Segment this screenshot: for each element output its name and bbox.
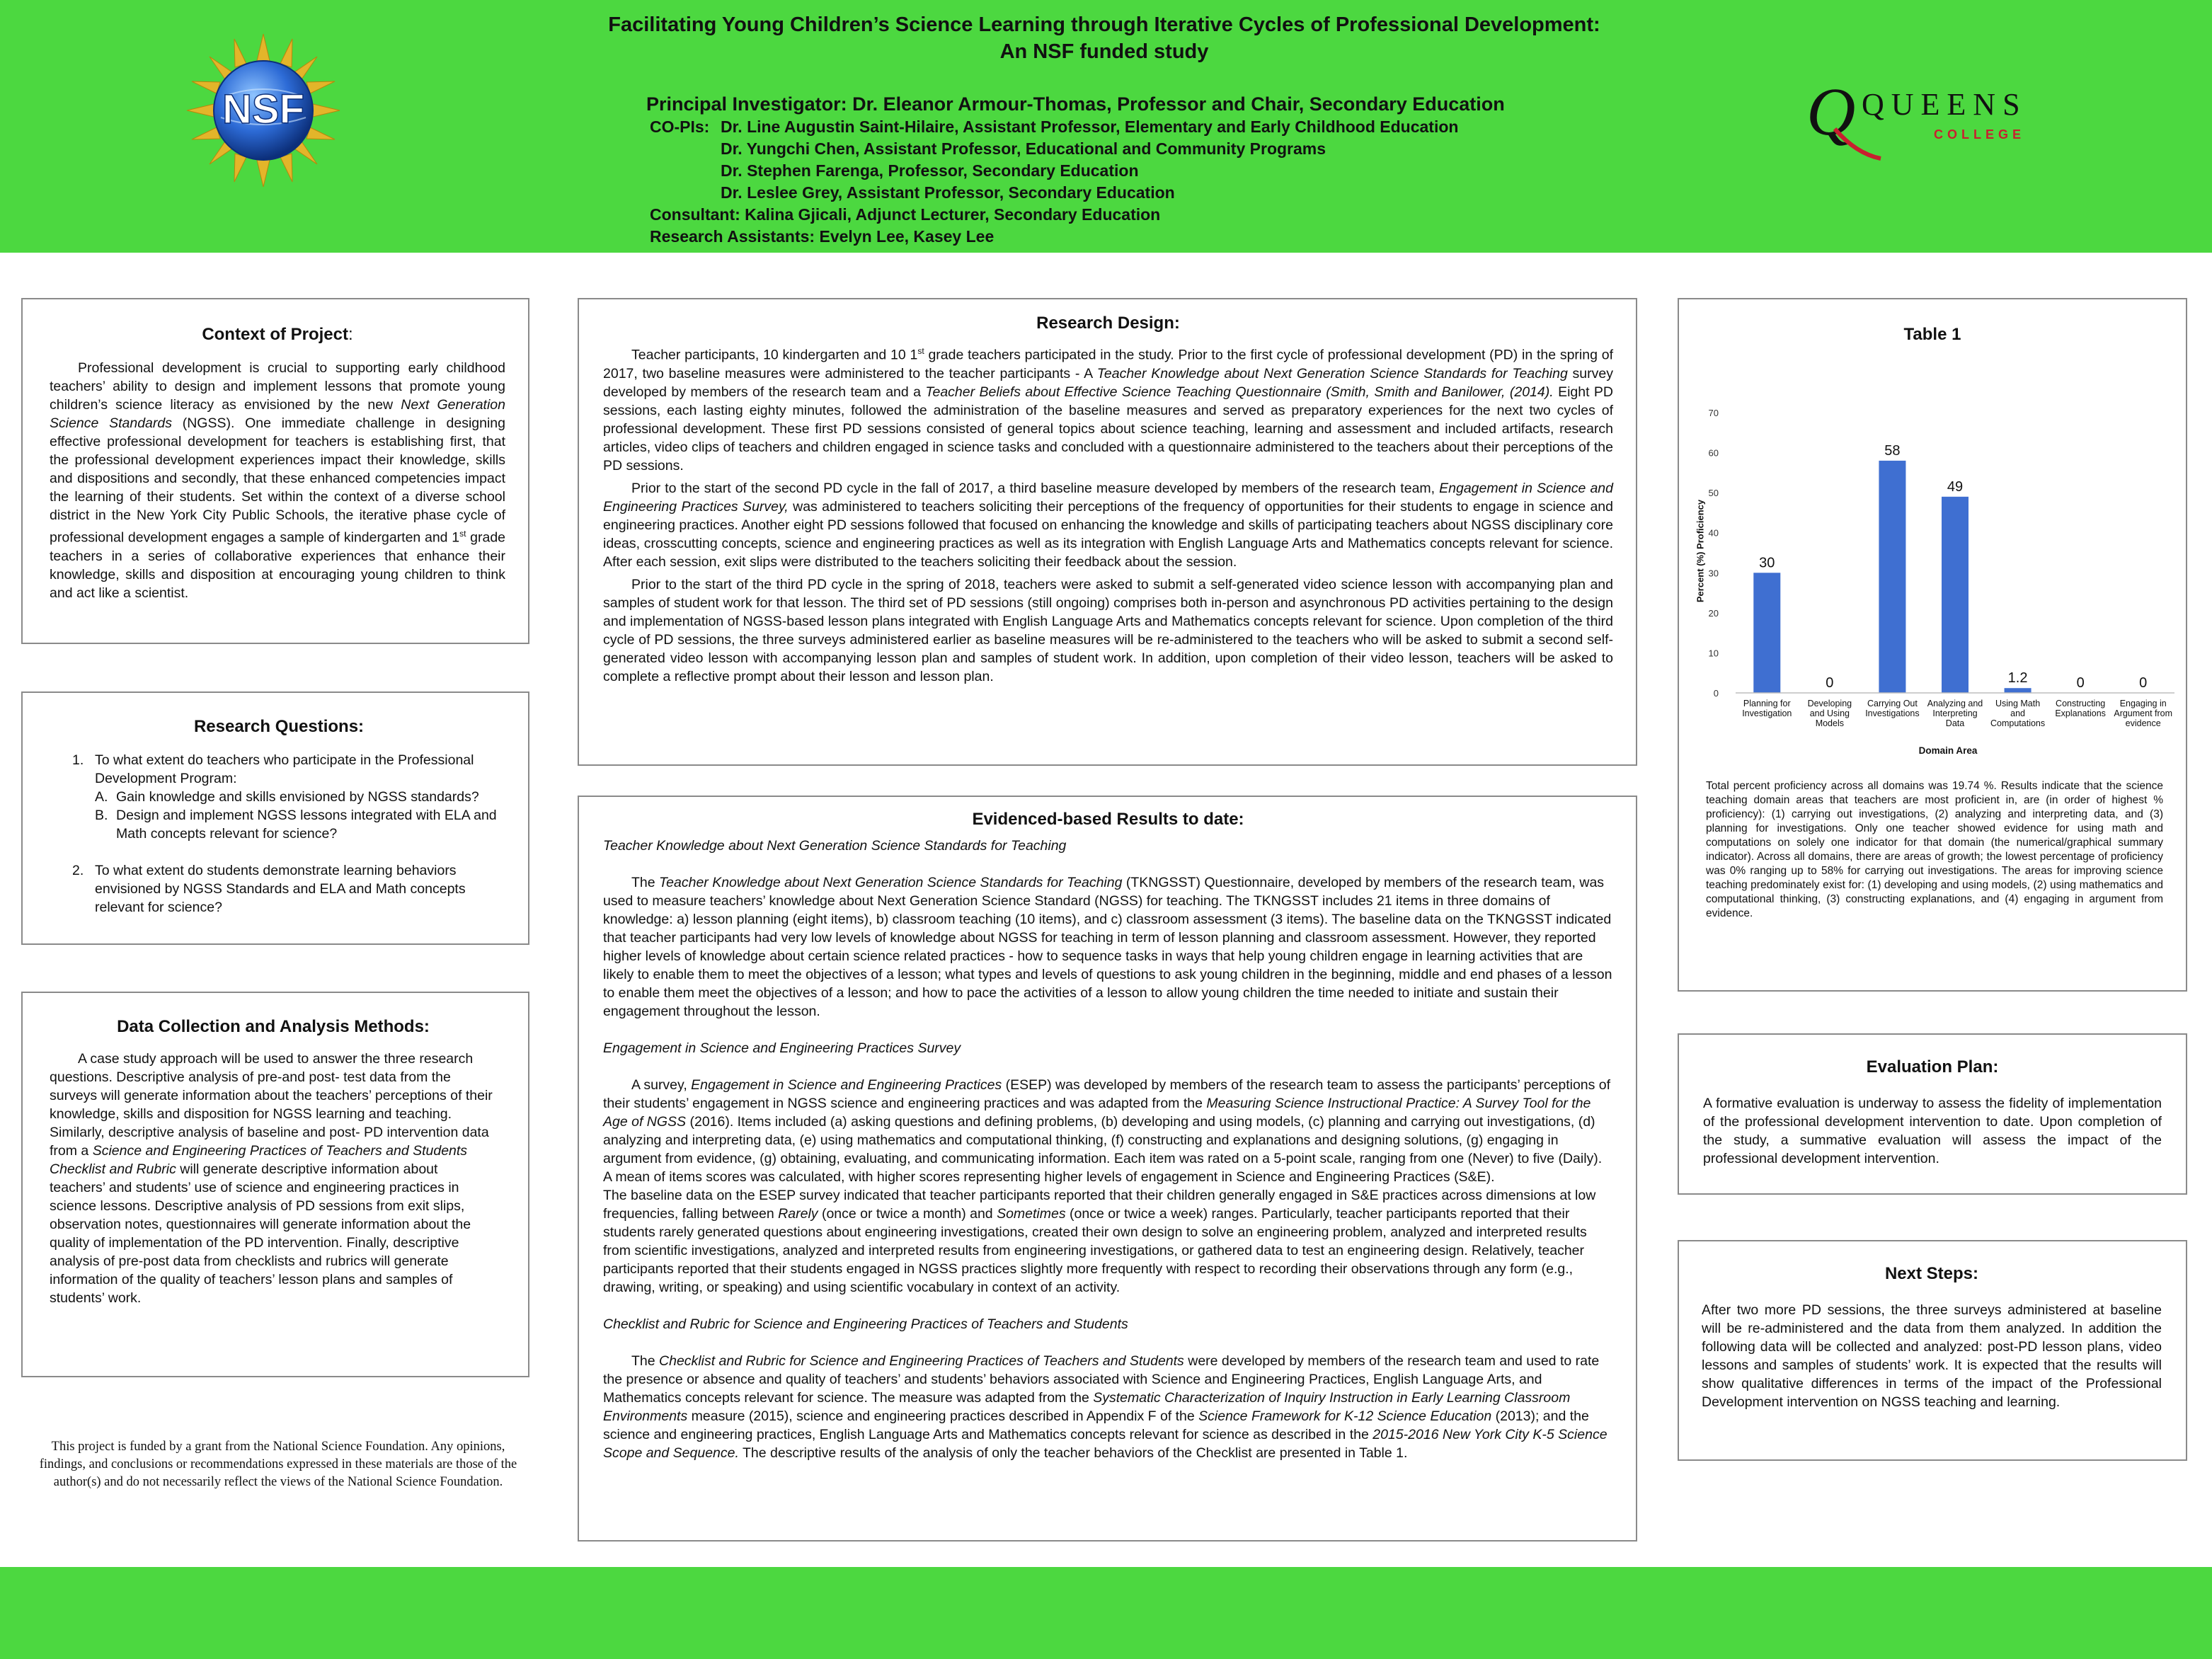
methods-text: A case study approach will be used to answer the three research questions. Descriptive analysis of pre-and post- test data from the surveys will generate information about the teachers’ perceptions of their knowledge, skills and disposition for NGSS learning and teaching. Similarly, descriptive analysis of baseline and post- PD intervention data from a Science and Engineering Practices of Teachers and Students Checklist and Rubric will generate descriptive information about teachers’ and students’ use of science and engineering practices in science lessons. Descriptive analysis of PD sessions from exit slips, observation notes, questionnaires will generate information about the quality of implementation of the PD intervention. Finally, descriptive analysis of pre-post data from checklists and rubrics will generate information of the quality of teachers’ lesson plans and samples of students’ work.	[50, 1051, 493, 1306]
context-heading: Context of Project:	[202, 325, 353, 344]
principal-investigator: Principal Investigator: Dr. Eleanor Armour-Thomas, Professor and Chair, Secondary Education	[646, 93, 1505, 115]
results-paragraph: The Checklist and Rubric for Science and Engineering Practices of Teachers and Students were developed by members of the research team and used to rate the presence or absence and quality of teachers’ and students’ behaviors associated with Science and Engineering Practices, English Language Arts, and Mathematics concepts relevant for science. The measure was adapted from the Systematic Characterization of Inquiry Instruction in Early Learning Classroom Environments measure (2015), science and engineering practices described in Appendix F of the Science Framework for K-12 Science Education (2013); and the science and engineering practices, English Language Arts and Mathematics concepts relevant for science as described in the 2015-2016 New York City K-5 Science Scope and Sequence. The descriptive results of the analysis of only the teacher behaviors of the Checklist are presented in Table 1.	[603, 1353, 1608, 1461]
y-tick-label: 40	[1708, 527, 1719, 539]
svg-text:QUEENS: QUEENS	[1862, 87, 2027, 122]
team-list	[650, 116, 1458, 248]
results-subheading: Teacher Knowledge about Next Generation Science Standards for Teaching	[603, 838, 1067, 854]
table1-heading: Table 1	[1903, 325, 1961, 344]
category-label: Engaging in Argument from evidence	[2114, 699, 2173, 728]
copi-row	[650, 182, 1458, 204]
queens-college-logo	[1806, 79, 2061, 171]
y-tick-label: 70	[1708, 408, 1719, 418]
category-label: Carrying Out Investigations	[1865, 699, 1920, 718]
category-label: Analyzing and Interpreting Data	[1927, 699, 1983, 728]
evaluation-heading: Evaluation Plan:	[1866, 1057, 1999, 1077]
bar	[1942, 497, 1969, 693]
results-panel	[578, 796, 1637, 1542]
table1-summary: Total percent proficiency across all domains was 19.74 %. Results indicate that the science teaching domain areas that teachers are most proficient in, are (in order of highest % proficiency): (1) carrying out investigations, (2) analyzing and interpreting data, and (3) planning for investigations. Only one teacher showed evidence for using math and computations on solely one indicator for that domain (the numerical/graphical summary indicator). Across all domains, there are areas of growth; the lowest percentage of proficiency was 0% ranging up to 58% for carrying out investigations. The areas for improving science teaching predominately exist for: (1) developing and using models, (2) using mathematics and computational thinking, (3) constructing explanations, and (4) engaging in argument from evidence.	[1706, 780, 2163, 919]
table1-panel	[1678, 298, 2187, 992]
title-line-1: Facilitating Young Children’s Science Learning through Iterative Cycles of Professional Development:	[608, 13, 1600, 36]
y-tick-label: 10	[1708, 648, 1719, 659]
footer-band	[0, 1567, 2212, 1659]
research-design-panel	[578, 298, 1637, 766]
consultant: Consultant: Kalina Gjicali, Adjunct Lecturer, Secondary Education	[650, 205, 1161, 224]
next-steps-text: After two more PD sessions, the three surveys administered at baseline will be re-administered and the data from them analyzed. In addition the following data will be collected and analyzed: post-PD lesson plans, video lessons and samples of students’ work. It is expected that the results will show qualitative differences in terms of the impact of the Professional Development intervention on NGSS teaching and learning.	[1702, 1302, 2162, 1410]
bar-value-label: 58	[1884, 442, 1901, 459]
research-questions-panel	[21, 691, 529, 945]
bar	[1879, 461, 1906, 693]
copi-item: Dr. Leslee Grey, Assistant Professor, Secondary Education	[721, 183, 1175, 202]
proficiency-chart	[1679, 370, 2186, 1050]
bar	[1753, 573, 1780, 693]
copi-item: Dr. Yungchi Chen, Assistant Professor, Educational and Community Programs	[721, 139, 1326, 158]
bar-value-label: 0	[2076, 675, 2085, 691]
next-steps-panel	[1678, 1240, 2187, 1461]
y-tick-label: 0	[1713, 688, 1719, 699]
results-paragraph: The baseline data on the ESEP survey indicated that teacher participants reported that their children generally engaged in S&E practices across dimensions at low frequencies, falling between Rarely (once or twice a month) and Sometimes (once or twice a week) ranges. Particularly, teacher participants reported that their students rarely generated questions about engineering investigations, created their own design to solve an engineering problem, analyzed and interpreted results from scientific investigations, analyzed and interpreted results from engineering investigations, or gathered data to test an engineering design. Relatively, teacher participants reported that their students engaged in NGSS practices slightly more frequently with respect to recording their observations through any form (e.g., drawing, writing, or speaking) and using scientific vocabulary in context of an activity.	[603, 1188, 1596, 1295]
results-heading: Evidenced-based Results to date:	[972, 810, 1244, 829]
methods-heading: Data Collection and Analysis Methods:	[117, 1017, 430, 1036]
design-paragraph: Prior to the start of the third PD cycle in the spring of 2018, teachers were asked to submit a self-generated video science lesson with accompanying plan and samples of student work for that lesson. The third set of PD sessions (still ongoing) comprises both in-person and asynchronous PD activities pertaining to the design and implementation of NGSS-based lesson plans integrated with English Language Arts and Mathematics concepts relevant for science. Upon completion of the third cycle of PD sessions, the three surveys administered earlier as baseline measures will be re-administered to the teachers who will be asked to submit a second self-generated video lesson with accompanying lesson plan and samples of student work. In addition, upon completion of their video lesson, teachers will be asked to complete a reflective prompt about their lesson and lesson plan.	[603, 576, 1613, 684]
copi-row	[650, 138, 1458, 160]
evaluation-panel	[1678, 1033, 2187, 1195]
bar-value-label: 30	[1759, 555, 1775, 571]
copi-row	[650, 160, 1458, 182]
nsf-logo	[185, 33, 341, 188]
question-1a: A. Gain knowledge and skills envisioned by NGSS standards?	[95, 789, 479, 805]
design-paragraph: Prior to the start of the second PD cycle in the fall of 2017, a third baseline measure developed by members of the research team, Engagement in Science and Engineering Practices Survey, was administered to teachers soliciting their perceptions of the frequency of opportunities for their students to engage in science and engineering practices. Another eight PD sessions followed that focused on enhancing the knowledge and skills of participating teachers about NGSS disciplinary core ideas, crosscutting concepts, science and engineering practices as well as its integration with English Language Arts and Mathematics concepts relevant for science. After each session, exit slips were distributed to the teachers soliciting their feedback about the session.	[603, 480, 1613, 570]
poster-title	[425, 11, 1784, 65]
design-paragraph: Teacher participants, 10 kindergarten and 10 1st grade teachers participated in the study. Prior to the first cycle of professional development (PD) in the spring of 2017, two baseline measures were administered to the teacher participants - A Teacher Knowledge about Next Generation Science Standards for Teaching survey developed by members of the research team and a Teacher Beliefs about Effective Science Teaching Questionnaire (Smith, Smith and Banilower, (2014). Eight PD sessions, each lasting eighty minutes, followed the administration of the baseline measures and served as preparatory experiences for the next two cycles of professional development. These first PD sessions consisted of general topics about science teaching, learning and assessment and included artifacts, research articles, video clips of teachers and children engaged in science tasks and concluded with a questionnaire administered to the teachers about their perceptions of the PD sessions.	[603, 346, 1613, 473]
category-label: Constructing Explanations	[2055, 699, 2106, 718]
x-axis-label: Domain Area	[1918, 745, 1978, 756]
question-2: 2. To what extent do students demonstrate learning behaviors envisioned by NGSS Standards and ELA and Math concepts relevant for science?	[72, 863, 466, 915]
research-design-heading: Research Design:	[1036, 314, 1180, 333]
next-steps-heading: Next Steps:	[1884, 1264, 1979, 1283]
context-panel	[21, 298, 529, 644]
title-line-2: An NSF funded study	[999, 40, 1209, 63]
evaluation-text: A formative evaluation is underway to assess the fidelity of implementation of the professional development intervention to date. Upon completion of the study, a summative evaluation will assess the impact of the professional development intervention.	[1703, 1096, 2162, 1166]
context-text: Professional development is crucial to supporting early childhood teachers’ ability to design and implement lessons that promote young children’s science literacy as envisioned by the new Next Generation Science Standards (NGSS). One immediate challenge in designing effective professional development for teachers is establishing first, that the professional development experiences impact their knowledge, skills and dispositions and secondly, that these enhanced competencies impact the learning of their students. Set within the context of a diverse school district in the New York City Public Schools, the iterative phase cycle of professional development engages a sample of kindergarten and 1st grade teachers in a series of collaborative experiences that enhance their knowledge, skills and disposition at encouraging young children to think and act like a scientist.	[50, 360, 506, 601]
svg-text:COLLEGE: COLLEGE	[1934, 127, 2026, 142]
results-paragraph: A survey, Engagement in Science and Engineering Practices (ESEP) was developed by members of the research team to assess the participants’ perceptions of their students’ engagement in NGSS science and engineering practices and was adapted from the Measuring Science Instructional Practice: A Survey Tool for the Age of NGSS (2016). Items included (a) asking questions and defining problems, (b) developing and using models, (c) planning and carrying out investigations, (d) analyzing and interpreting data, (e) using mathematics and computational thinking, (f) constructing and explanations and designing solutions, (g) engaging in argument from evidence, (g) obtaining, evaluating, and communicating information. Each item was rated on a 5-point scale, ranging from one (Never) to five (Daily). A mean of items scores was calculated, with higher scores representing higher levels of engagement in Science and Engineering Practices (S&E).	[603, 1077, 1611, 1185]
copi-label: CO-PIs:	[650, 117, 710, 136]
research-questions-heading: Research Questions:	[193, 717, 365, 736]
copi-item: Dr. Line Augustin Saint-Hilaire, Assistant Professor, Elementary and Early Childhood Education	[721, 117, 1459, 136]
methods-panel	[21, 992, 529, 1377]
question-1: 1. To what extent do teachers who participate in the Professional Development Program: A. Gain knowledge and skills envisioned by NGSS standards? B. Design and implement NGSS lessons integrated with ELA and Math concepts relevant for science?	[72, 751, 507, 843]
bar-value-label: 1.2	[2007, 670, 2028, 687]
category-label: Planning for Investigation	[1742, 699, 1792, 718]
question-list	[51, 751, 507, 917]
svg-text:NSF: NSF	[222, 86, 304, 132]
bar-value-label: 0	[2139, 675, 2148, 691]
results-subheading: Engagement in Science and Engineering Practices Survey	[603, 1040, 961, 1056]
results-paragraph: The Teacher Knowledge about Next Generation Science Standards for Teaching (TKNGSST) Questionnaire, developed by members of the research team, was used to measure teachers’ knowledge about Next Generation Science Standard (NGSS) for teaching. The TKNGSST includes 21 items in three domains of knowledge: a) lesson planning (eight items), b) classroom teaching (10 items), and c) classroom assessment (3 items). The baseline data on the TKNGSST indicated that teacher participants had very low levels of knowledge about NGSS for teaching in term of lesson planning and classroom assessment. However, they reported higher levels of knowledge about certain science related practices - how to sequence tasks in ways that help young children engage in learning activities that are likely to enable them to meet the objectives of a lesson; what types and levels of questions to ask young children in the beginning, middle and end phases of a lesson to enable them meet the objectives of a lesson; and how to pace the activities of a lesson to allow young children the time needed to initiate and sustain their engagement throughout the lesson.	[603, 875, 1612, 1019]
question-1b: B. Design and implement NGSS lessons integrated with ELA and Math concepts relevant for science?	[95, 808, 497, 842]
category-label: Using Math and Computations	[1990, 699, 2046, 728]
funding-footnote: This project is funded by a grant from the National Science Foundation. Any opinions, findings, and conclusions or recommendations expressed in these materials are those of the author(s) and do not necessarily reflect the views of the National Science Foundation.	[39, 1440, 517, 1489]
copi-row	[650, 116, 1458, 138]
bar	[2005, 688, 2032, 693]
y-tick-label: 30	[1708, 568, 1719, 579]
y-tick-label: 20	[1708, 607, 1719, 619]
y-tick-label: 50	[1708, 488, 1719, 499]
bar-value-label: 0	[1826, 675, 1834, 691]
category-label: Developing and Using Models	[1807, 699, 1852, 728]
research-assistants: Research Assistants: Evelyn Lee, Kasey Lee	[650, 227, 995, 246]
results-subheading: Checklist and Rubric for Science and Engineering Practices of Teachers and Students	[603, 1316, 1128, 1332]
y-axis-label: Percent (%) Proficiency	[1695, 499, 1706, 603]
svg-text:Q: Q	[1806, 79, 1856, 149]
y-tick-label: 60	[1708, 447, 1719, 459]
copi-item: Dr. Stephen Farenga, Professor, Secondary Education	[721, 161, 1139, 180]
bar-value-label: 49	[1947, 478, 1964, 495]
